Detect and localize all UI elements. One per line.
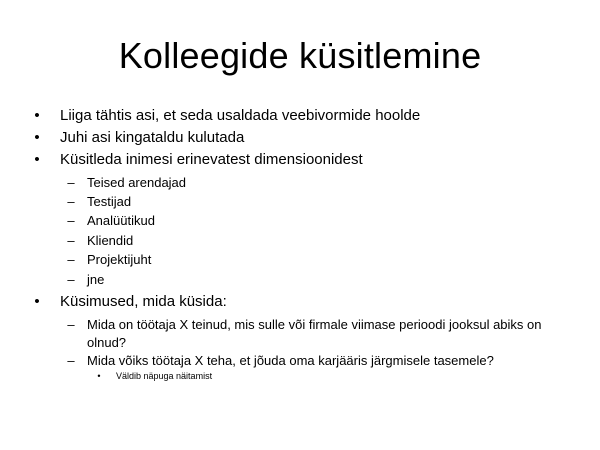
sub-bullet-item bbox=[64, 271, 564, 289]
bullet-item bbox=[30, 292, 570, 312]
bullet-item bbox=[30, 128, 570, 148]
sub-bullet-text: Teised arendajad bbox=[87, 175, 187, 190]
bullet-marker: • bbox=[34, 107, 40, 124]
sub-bullet-text: Mida võiks töötaja X teha, et jõuda oma karjääris järgmisele tasemele? bbox=[87, 353, 494, 368]
sub-bullet-item bbox=[64, 212, 564, 230]
bullet-item bbox=[30, 150, 570, 170]
dash-marker: – bbox=[67, 272, 75, 287]
bullet-text: Liiga tähtis asi, et seda usaldada veebivormide hoolde bbox=[60, 107, 421, 124]
sub-bullet-item bbox=[64, 251, 564, 269]
slide-title: Kolleegide küsitlemine bbox=[118, 35, 482, 76]
sub-bullet-item bbox=[64, 193, 564, 211]
sub-bullet-text: Analüütikud bbox=[87, 213, 155, 228]
dash-marker: – bbox=[67, 213, 75, 228]
bullet-text: Küsimused, mida küsida: bbox=[60, 293, 227, 310]
bullet-item bbox=[30, 106, 570, 126]
bullet-marker: • bbox=[34, 151, 40, 168]
dash-marker: – bbox=[67, 194, 75, 209]
sub-bullet-item bbox=[64, 316, 564, 352]
dash-marker: – bbox=[67, 175, 75, 190]
bullet-marker: • bbox=[34, 129, 40, 146]
bullet-text: Juhi asi kingataldu kulutada bbox=[60, 129, 245, 146]
sub-sub-bullet-item bbox=[94, 370, 524, 382]
sub-bullet-text: Testijad bbox=[87, 194, 132, 209]
bullet-marker: • bbox=[97, 371, 101, 381]
sub-bullet-text: Mida on töötaja X teinud, mis sulle või firmale viimase perioodi jooksul abiks on olnud? bbox=[87, 317, 542, 350]
sub-bullet-item bbox=[64, 232, 564, 250]
bullet-marker: • bbox=[34, 293, 40, 310]
sub-bullet-item bbox=[64, 174, 564, 192]
bullet-text: Küsitleda inimesi erinevatest dimensioonidest bbox=[60, 151, 363, 168]
dash-marker: – bbox=[67, 252, 75, 267]
sub-bullet-text: Kliendid bbox=[87, 233, 134, 248]
dash-marker: – bbox=[67, 233, 75, 248]
sub-bullet-text: Projektijuht bbox=[87, 252, 152, 267]
sub-sub-bullet-text: Väldib näpuga näitamist bbox=[116, 371, 213, 381]
dash-marker: – bbox=[67, 353, 75, 368]
sub-bullet-item bbox=[64, 352, 564, 370]
dash-marker: – bbox=[67, 317, 75, 332]
sub-bullet-text: jne bbox=[87, 272, 105, 287]
